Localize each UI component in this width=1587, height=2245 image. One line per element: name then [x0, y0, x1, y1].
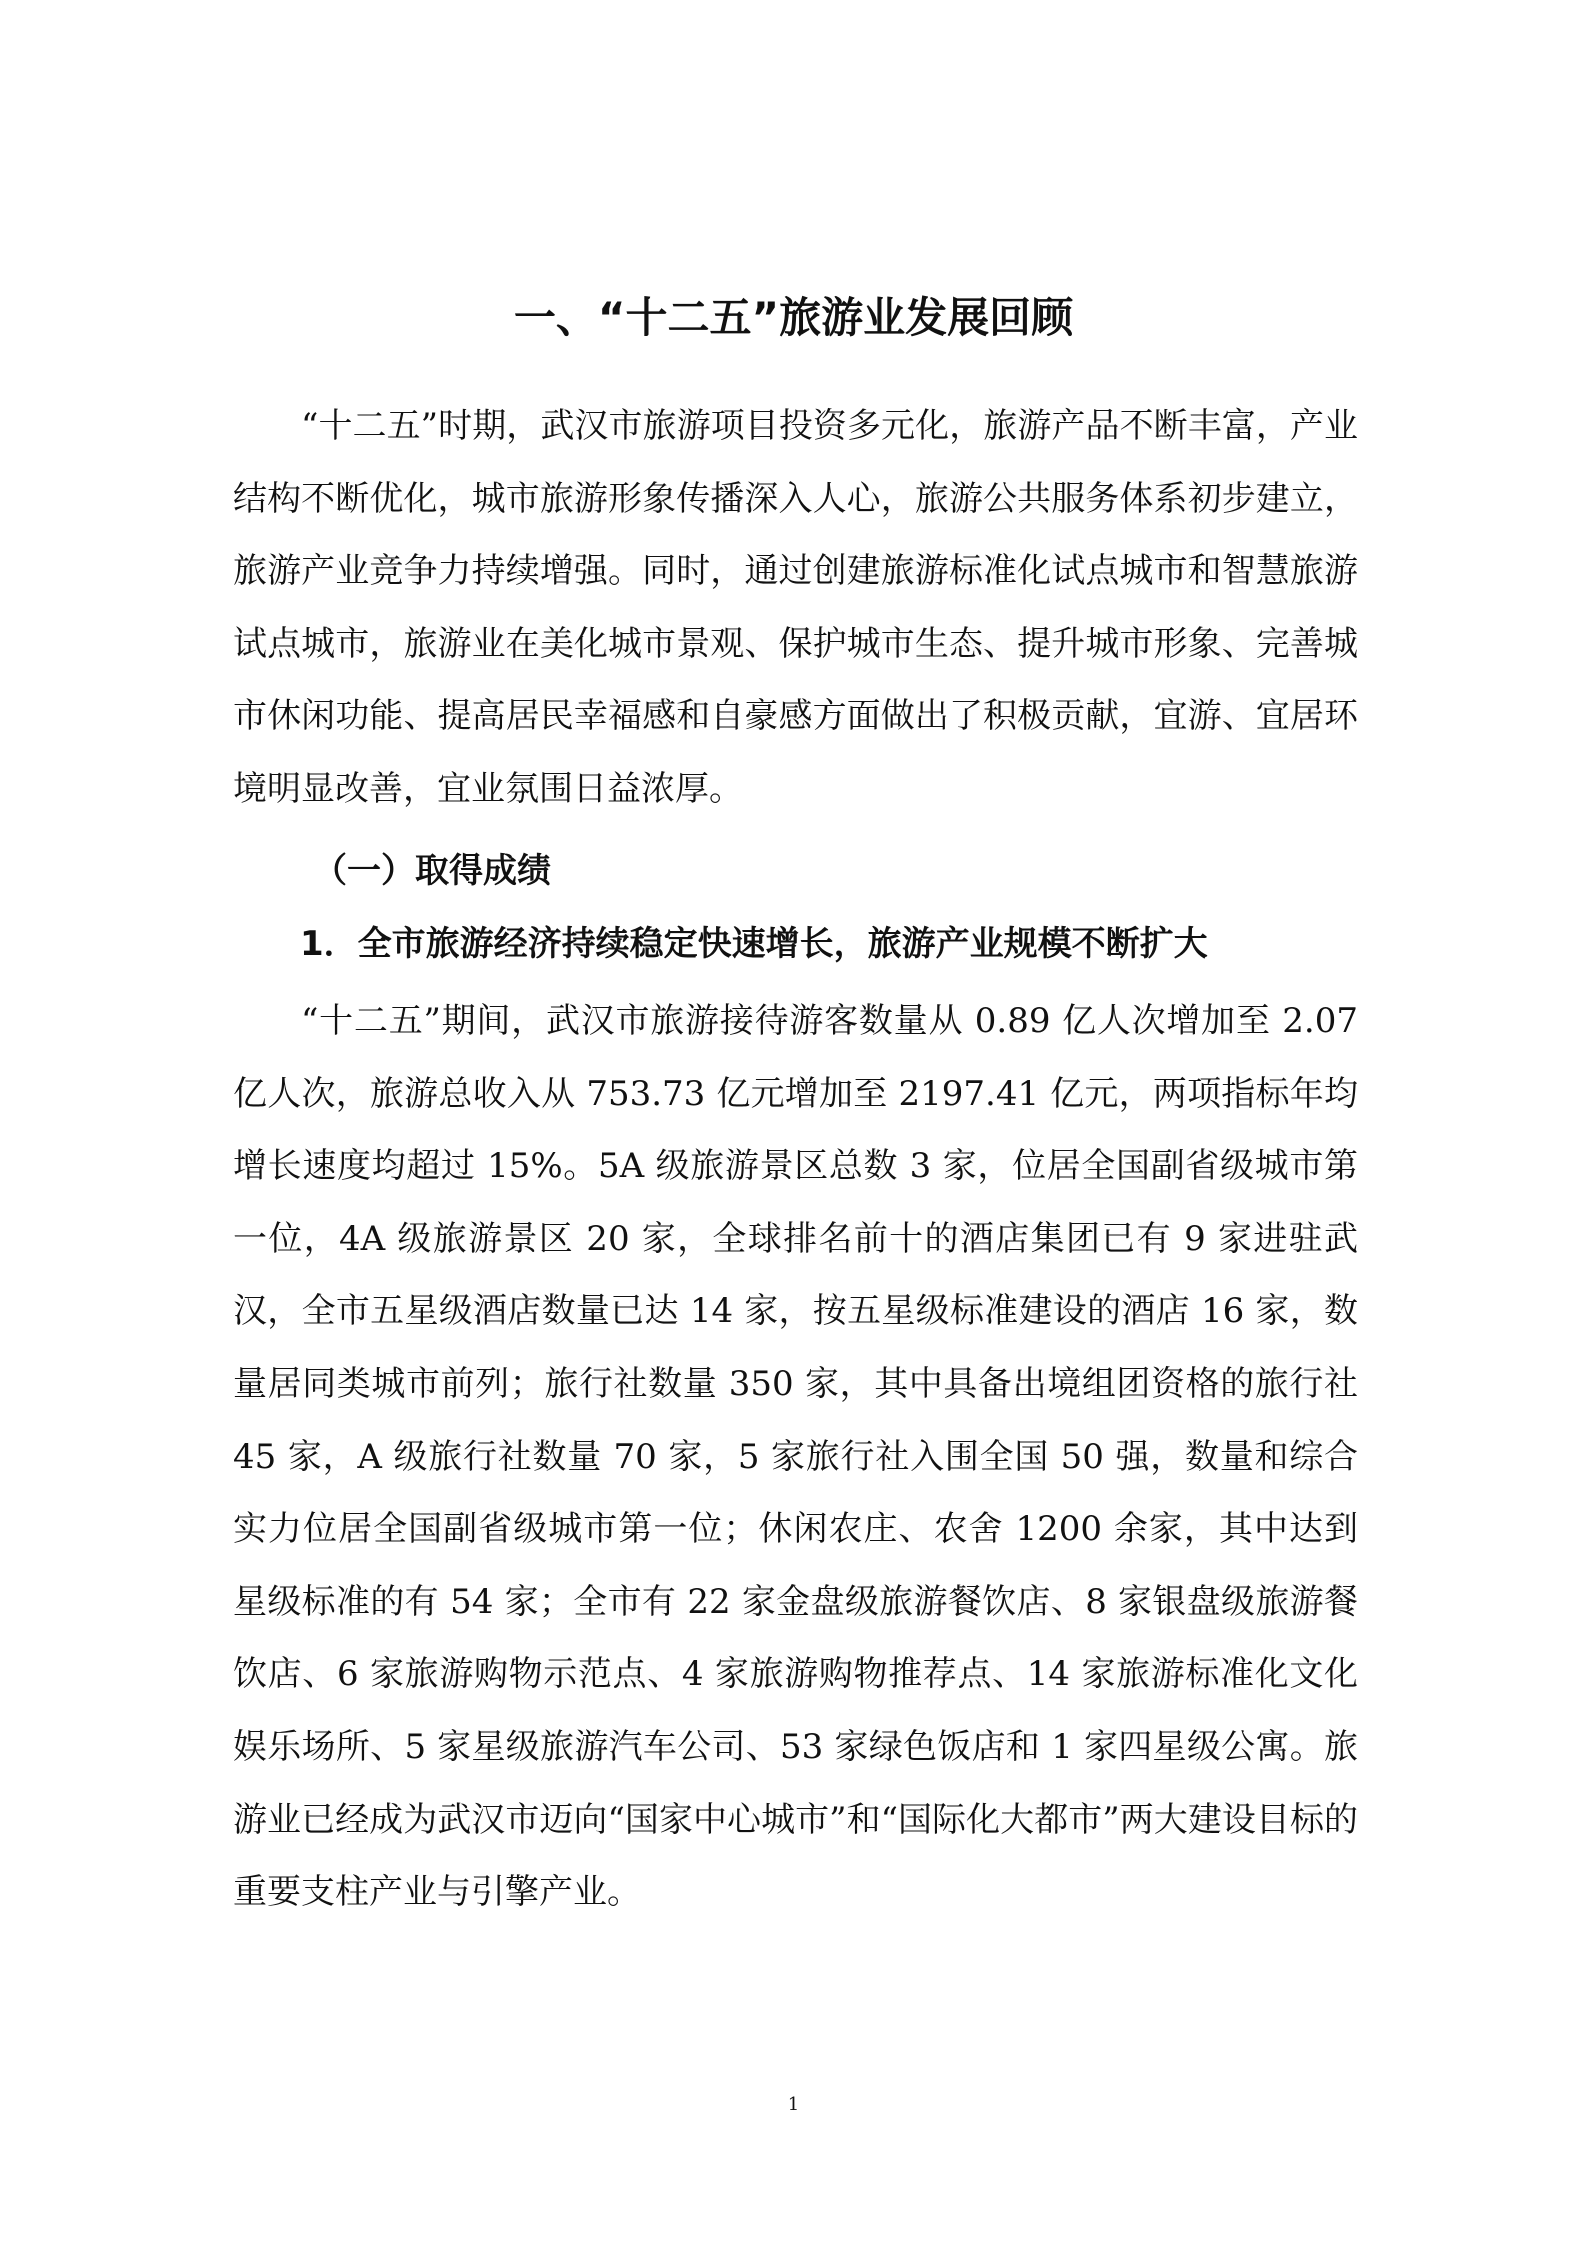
achievements-paragraph: “十二五”期间，武汉市旅游接待游客数量从 0.89 亿人次增加至 2.07 亿人次，旅游总收入从 753.73 亿元增加至 2197.41 亿元，两项指标年均增长速度均超过 15%。5A 级旅游景区总数 3 家，位居全国副省级城市第一位，4A 级旅游景区 20 家，全球排名前十的酒店集团已有 9 家进驻武汉，全市五星级酒店数量已达 14 家，按五星级标准建设的酒店 16 家，数量居同类城市前列；旅行社数量 350 家，其中具备出境组团资格的旅行社 45 家，A 级旅行社数量 70 家，5 家旅行社入围全国 50 强，数量和综合实力位居全国副省级城市第一位；休闲农庄、农舍 1200 余家，其中达到星级标准的有 54 家；全市有 22 家金盘级旅游餐饮店、8 家银盘级旅游餐饮店、6 家旅游购物示范点、4 家旅游购物推荐点、14 家旅游标准化文化娱乐场所、5 家星级旅游汽车公司、53 家绿色饭店和 1 家四星级公寓。旅游业已经成为武汉市迈向“国家中心城市”和“国际化大都市”两大建设目标的重要支柱产业与引擎产业。 — [233, 1001, 1358, 1913]
intro-paragraph: “十二五”时期，武汉市旅游项目投资多元化，旅游产品不断丰富，产业结构不断优化，城市旅游形象传播深入人心，旅游公共服务体系初步建立，旅游产业竞争力持续增强。同时，通过创建旅游标准化试点城市和智慧旅游试点城市，旅游业在美化城市景观、保护城市生态、提升城市形象、完善城市休闲功能、提高居民幸福感和自豪感方面做出了积极贡献，宜游、宜居环境明显改善，宜业氛围日益浓厚。 — [233, 406, 1358, 809]
page-title: 一、“十二五”旅游业发展回顾 — [513, 293, 1074, 342]
section-heading: （一）取得成绩 — [313, 851, 551, 891]
subsection-heading: 1．全市旅游经济持续稳定快速增长，旅游产业规模不断扩大 — [300, 924, 1208, 964]
page-number: 1 — [787, 2094, 800, 2115]
